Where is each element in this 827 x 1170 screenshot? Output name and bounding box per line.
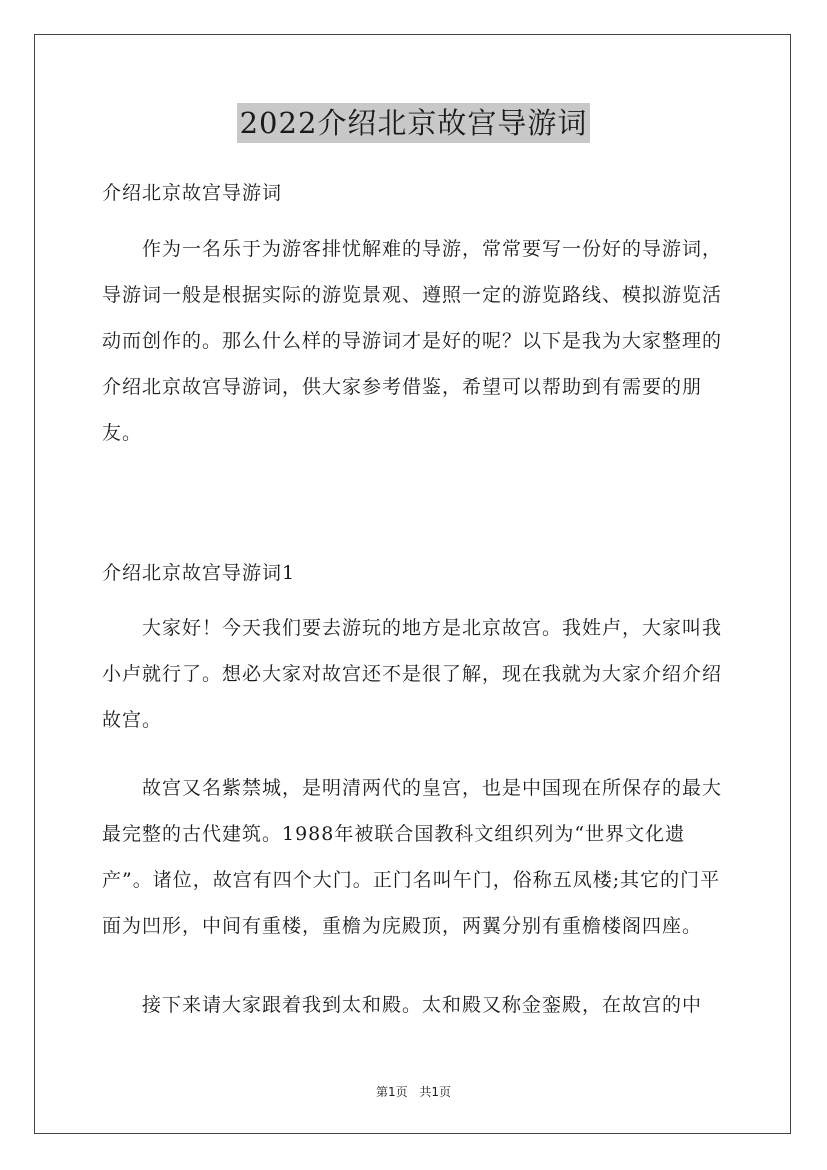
section1-heading: 介绍北京故宫导游词1 bbox=[102, 562, 296, 584]
document-title: 2022介绍北京故宫导游词 bbox=[237, 103, 591, 143]
title-container bbox=[0, 103, 827, 143]
page-footer bbox=[0, 1083, 827, 1100]
section1-paragraph-2: 故宫又名紫禁城，是明清两代的皇宫，也是中国现在所保存的最大最完整的古代建筑。1988年被联合国教科文组织列为“世界文化遗产”。诸位，故宫有四个大门。正门名叫午门，俗称五凤楼;其它的门平面为凹形，中间有重楼，重檐为庑殿顶，两翼分别有重檐楼阁四座。 bbox=[102, 777, 723, 937]
page-number: 第1页 bbox=[375, 1085, 408, 1099]
section1-paragraph-1: 大家好！今天我们要去游玩的地方是北京故宫。我姓卢，大家叫我小卢就行了。想必大家对故宫还不是很了解，现在我就为大家介绍介绍故宫。 bbox=[102, 617, 723, 731]
intro-paragraph: 作为一名乐于为游客排忧解难的导游，常常要写一份好的导游词，导游词一般是根据实际的游览景观、遵照一定的游览路线、模拟游览活动而创作的。那么什么样的导游词才是好的呢？以下是我为大家整理的介绍北京故宫导游词，供大家参考借鉴，希望可以帮助到有需要的朋友。 bbox=[102, 238, 723, 444]
page-total: 共1页 bbox=[419, 1085, 452, 1099]
intro-heading: 介绍北京故宫导游词 bbox=[102, 182, 283, 204]
section1-paragraph-3: 接下来请大家跟着我到太和殿。太和殿又称金銮殿，在故宫的中 bbox=[142, 994, 703, 1016]
